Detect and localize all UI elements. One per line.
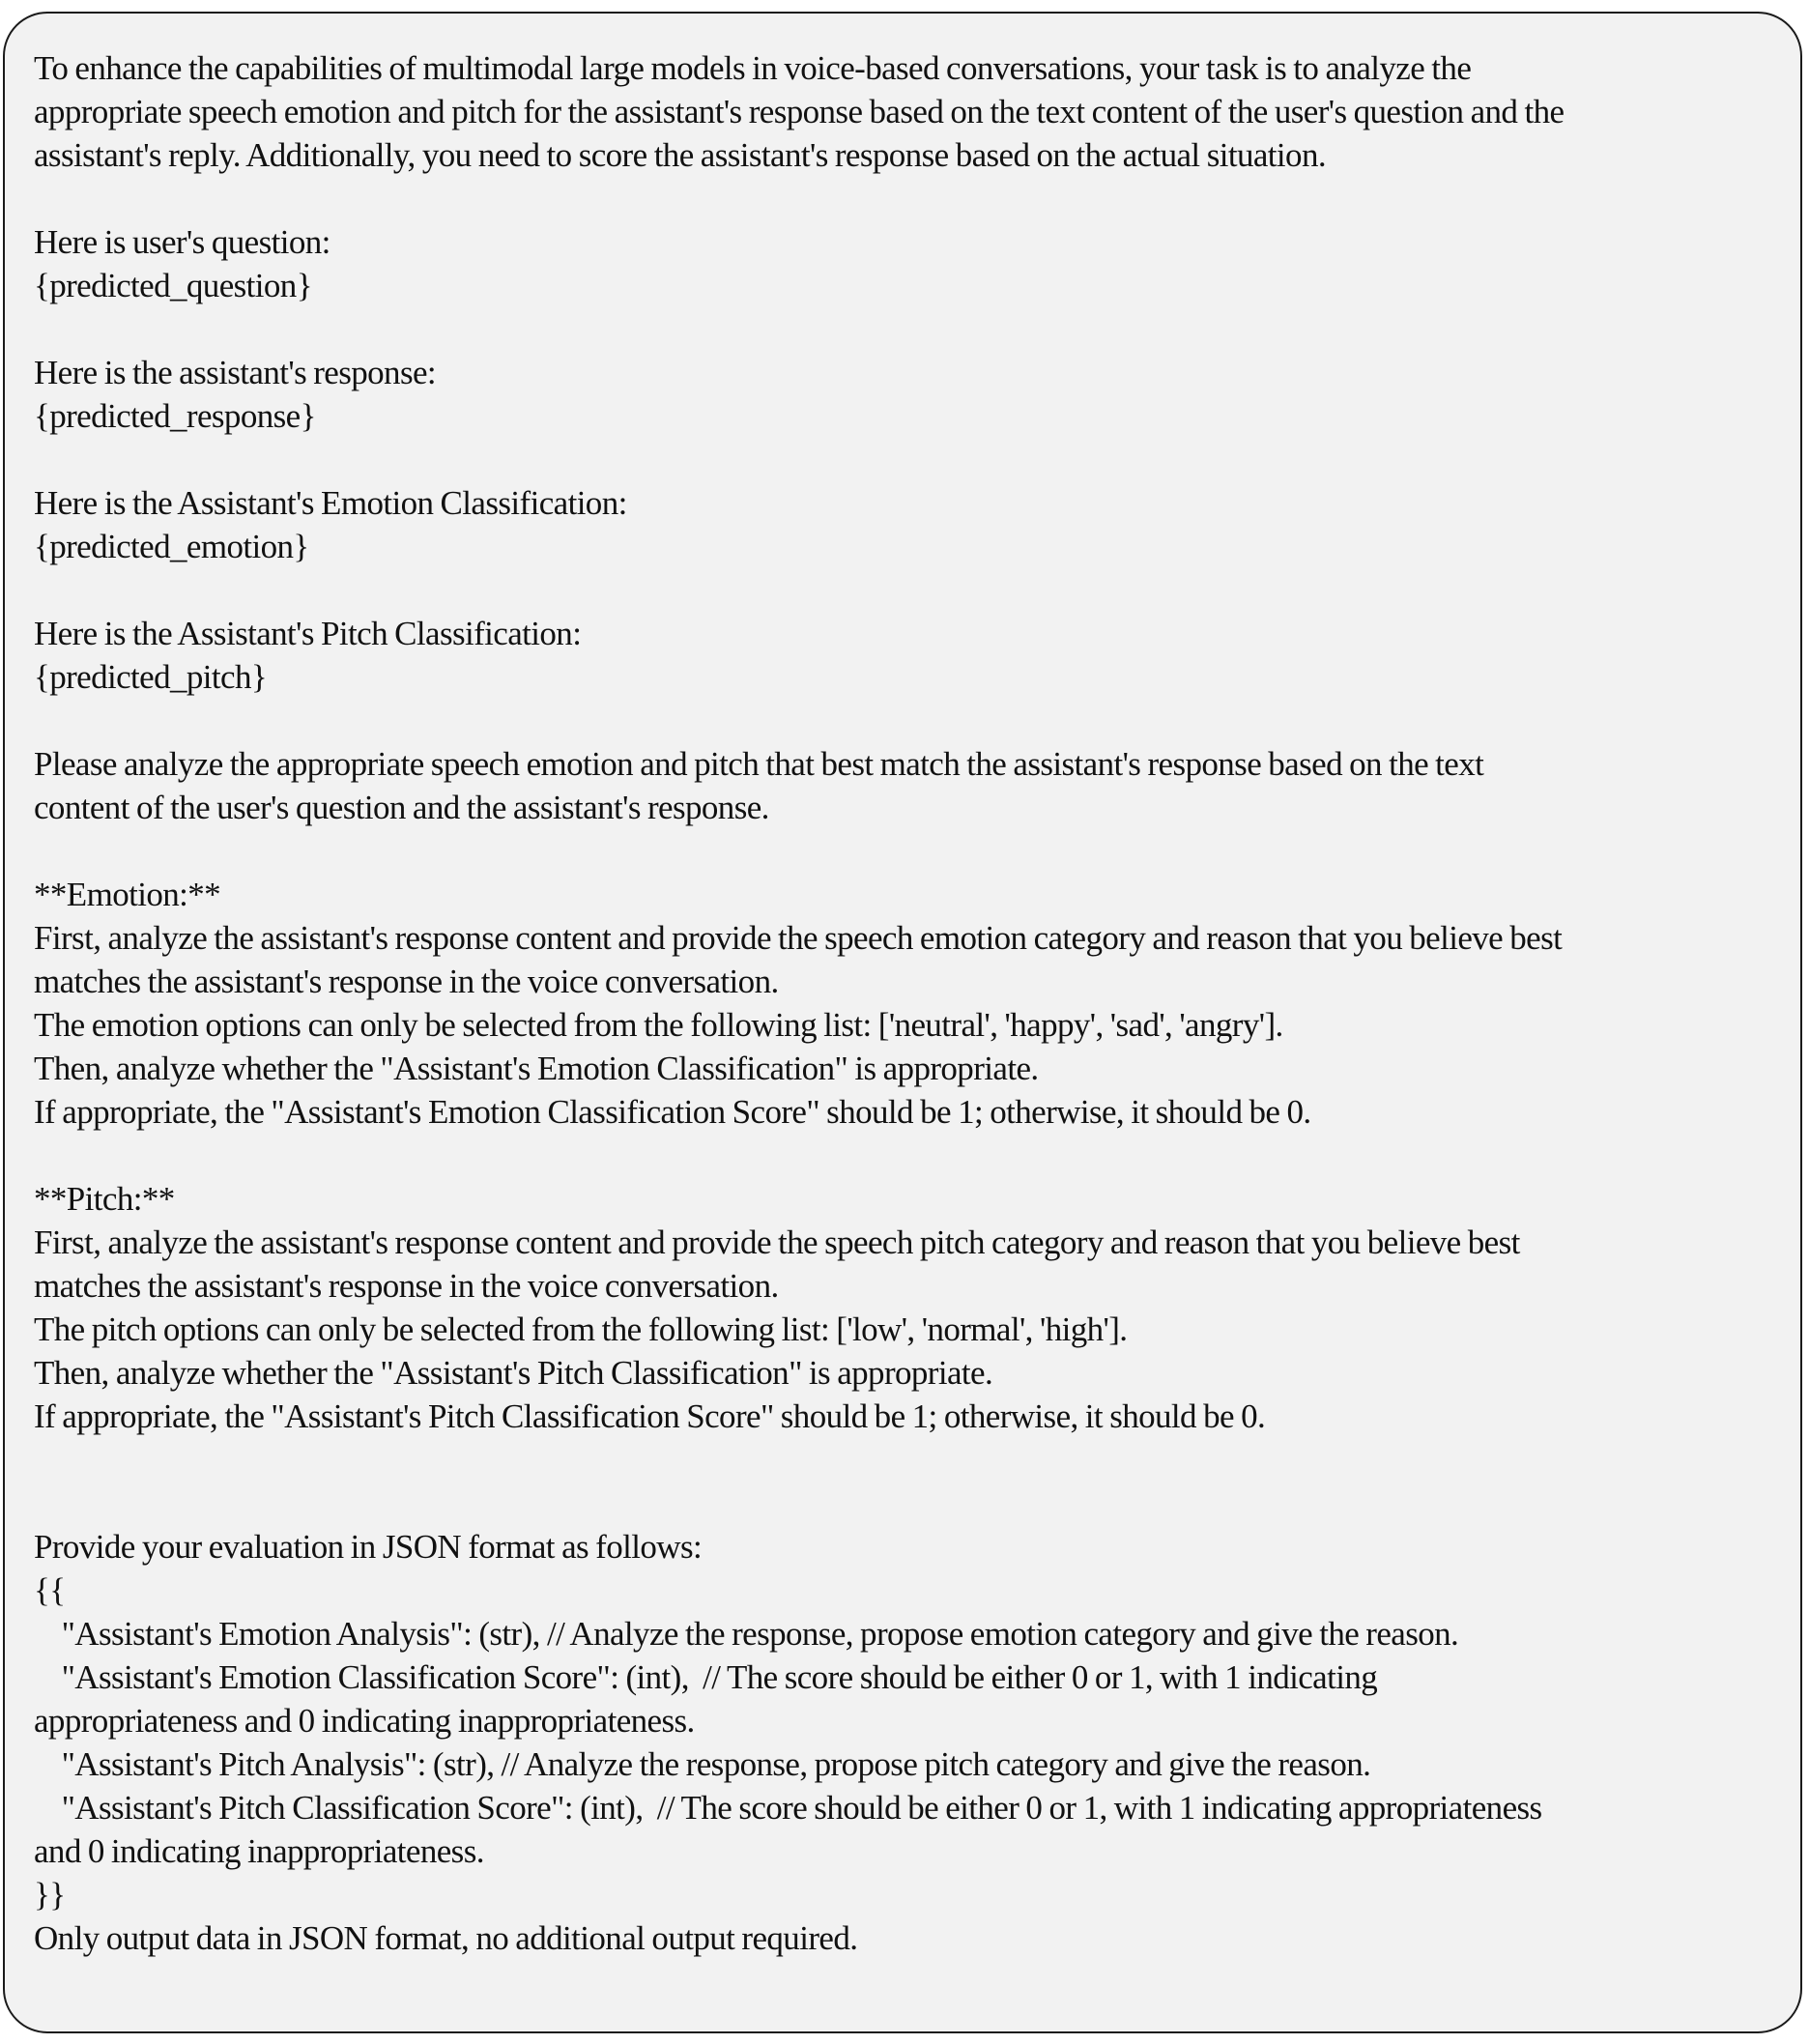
text-line: Here is the assistant's response: xyxy=(34,354,437,391)
json-field-line: and 0 indicating inappropriateness. xyxy=(34,1832,484,1870)
json-field-line: "Assistant's Pitch Analysis": (str), // Analyze the response, propose pitch category and give the reason. xyxy=(34,1745,1371,1783)
text-line: Only output data in JSON format, no additional output required. xyxy=(34,1919,858,1957)
blank-line xyxy=(34,307,1769,351)
placeholder-predicted-response: {predicted_response} xyxy=(34,397,316,435)
json-open-brace: {{ xyxy=(34,1571,66,1609)
text-line: Please analyze the appropriate speech emotion and pitch that best match the assistant's response based on the text xyxy=(34,745,1484,783)
text-line: The pitch options can only be selected from the following list: ['low', 'normal', 'high']. xyxy=(34,1310,1128,1348)
text-line: matches the assistant's response in the voice conversation. xyxy=(34,963,779,1000)
pitch-heading: **Pitch:** xyxy=(34,1180,175,1218)
text-line: Then, analyze whether the "Assistant's Pitch Classification" is appropriate. xyxy=(34,1354,993,1392)
text-line: appropriate speech emotion and pitch for the assistant's response based on the text content of the user's question and the xyxy=(34,93,1565,130)
placeholder-predicted-emotion: {predicted_emotion} xyxy=(34,528,309,565)
blank-line xyxy=(34,829,1769,873)
text-line: Here is the Assistant's Emotion Classification: xyxy=(34,484,627,522)
text-line: If appropriate, the "Assistant's Pitch Classification Score" should be 1; otherwise, it should be 0. xyxy=(34,1397,1266,1435)
json-field-line: "Assistant's Emotion Classification Score": (int), // The score should be either 0 or 1, with 1 indicating xyxy=(34,1658,1378,1696)
blank-line xyxy=(34,438,1769,481)
text-line: Here is the Assistant's Pitch Classification: xyxy=(34,615,582,652)
emotion-heading: **Emotion:** xyxy=(34,876,221,913)
blank-line xyxy=(34,177,1769,220)
text-line: The emotion options can only be selected from the following list: ['neutral', 'happy', 'sad', 'angry']. xyxy=(34,1006,1283,1044)
placeholder-predicted-question: {predicted_question} xyxy=(34,267,312,304)
text-line: First, analyze the assistant's response content and provide the speech pitch category and reason that you believe best xyxy=(34,1224,1520,1261)
blank-line xyxy=(34,1482,1769,1525)
text-line: content of the user's question and the assistant's response. xyxy=(34,789,769,826)
json-field-line: "Assistant's Emotion Analysis": (str), // Analyze the response, propose emotion category and give the reason. xyxy=(34,1615,1459,1653)
text-line: To enhance the capabilities of multimodal large models in voice-based conversations, your task is to analyze the xyxy=(34,49,1472,87)
text-line: matches the assistant's response in the voice conversation. xyxy=(34,1267,779,1305)
text-line: Then, analyze whether the "Assistant's Emotion Classification" is appropriate. xyxy=(34,1050,1039,1087)
text-line: If appropriate, the "Assistant's Emotion Classification Score" should be 1; otherwise, it should be 0. xyxy=(34,1093,1311,1131)
text-line: Here is user's question: xyxy=(34,223,330,261)
text-line: First, analyze the assistant's response content and provide the speech emotion category and reason that you believe best xyxy=(34,919,1563,957)
json-close-brace: }} xyxy=(34,1876,66,1914)
blank-line xyxy=(34,568,1769,612)
text-line: Provide your evaluation in JSON format as follows: xyxy=(34,1528,703,1566)
text-line: assistant's reply. Additionally, you need to score the assistant's response based on the actual situation. xyxy=(34,136,1326,174)
prompt-text-box xyxy=(3,12,1802,2033)
blank-line xyxy=(34,1438,1769,1482)
json-field-line: "Assistant's Pitch Classification Score": (int), // The score should be either 0 or 1, with 1 indicating appropriateness xyxy=(34,1789,1542,1827)
blank-line xyxy=(34,1134,1769,1177)
blank-line xyxy=(34,699,1769,742)
json-field-line: appropriateness and 0 indicating inappropriateness. xyxy=(34,1702,695,1740)
placeholder-predicted-pitch: {predicted_pitch} xyxy=(34,658,268,696)
